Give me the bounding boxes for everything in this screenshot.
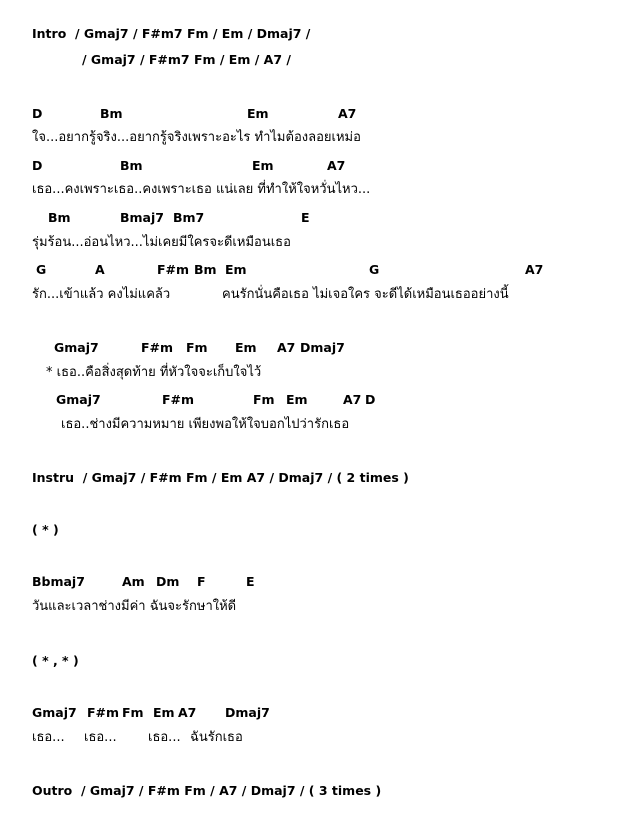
chord: Dmaj7 — [300, 340, 345, 355]
chord: Em — [235, 340, 257, 355]
lyric-line: รัก...เข้าแล้ว คงไม่แคล้ว — [32, 287, 171, 302]
chord: D — [32, 106, 43, 121]
chord: Bm — [120, 158, 143, 173]
chord: Bm — [100, 106, 123, 121]
chord: Gmaj7 — [32, 705, 77, 720]
lyric-line: ใจ...อยากรู้จริง...อยากรู้จริงเพราะอะไร ทำไมต้องลอยเหม่อ — [32, 130, 361, 145]
chord: Gmaj7 — [56, 392, 101, 407]
chord: F#m — [87, 705, 120, 720]
chord: Bm — [194, 262, 217, 277]
chord: D — [365, 392, 376, 407]
chord: A7 — [178, 705, 197, 720]
chord: A7 — [338, 106, 357, 121]
chord: Em — [225, 262, 247, 277]
repeat-marker: ( * ) — [32, 522, 59, 537]
chord: Fm — [253, 392, 275, 407]
chord: Em — [252, 158, 274, 173]
lyric-word: เธอ... — [84, 730, 117, 745]
chord: Dmaj7 — [225, 705, 270, 720]
repeat-marker: ( * , * ) — [32, 653, 79, 668]
lyric-line: * เธอ..คือสิ่งสุดท้าย ที่หัวใจจะเก็บใจไว้ — [46, 365, 262, 380]
lyric-line: วันและเวลาช่างมีค่า ฉันจะรักษาให้ดี — [32, 599, 237, 614]
chord: A7 — [277, 340, 296, 355]
lyric-line: คนรักนั่นคือเธอ ไม่เจอใคร จะดีได้เหมือนเธออย่างนี้ — [222, 287, 509, 302]
chord: Em — [153, 705, 175, 720]
chord: A7 — [327, 158, 346, 173]
chord: G — [36, 262, 47, 277]
chord: Am — [122, 574, 145, 589]
lyric-line: เธอ..ช่างมีความหมาย เพียงพอให้ใจบอกไปว่ารักเธอ — [61, 417, 350, 432]
outro-line: Outro / Gmaj7 / F#m Fm / A7 / Dmaj7 / ( 3 times ) — [32, 783, 382, 798]
chord: Bm — [48, 210, 71, 225]
chord: Em — [286, 392, 308, 407]
lyric-word: ฉันรักเธอ — [190, 730, 243, 745]
chord: Bbmaj7 — [32, 574, 85, 589]
chord: Bm7 — [173, 210, 205, 225]
chord: Fm — [122, 705, 144, 720]
intro-line-2: / Gmaj7 / F#m7 Fm / Em / A7 / — [82, 52, 291, 67]
chord: F#m — [162, 392, 195, 407]
chord: F#m — [141, 340, 174, 355]
instru-line: Instru / Gmaj7 / F#m Fm / Em A7 / Dmaj7 / ( 2 times ) — [32, 470, 409, 485]
chord: E — [246, 574, 255, 589]
chord: G — [369, 262, 380, 277]
chord: A7 — [343, 392, 362, 407]
lyric-line: รุ่มร้อน...อ่อนไหว...ไม่เคยมีใครจะดีเหมือนเธอ — [32, 235, 291, 250]
intro-line-1: Intro / Gmaj7 / F#m7 Fm / Em / Dmaj7 / — [32, 26, 311, 41]
chord: F#m — [157, 262, 190, 277]
chord: A — [95, 262, 105, 277]
chord: F — [197, 574, 206, 589]
chord: Fm — [186, 340, 208, 355]
chord: Gmaj7 — [54, 340, 99, 355]
chord: Bmaj7 — [120, 210, 164, 225]
chord: E — [301, 210, 310, 225]
chord: A7 — [525, 262, 544, 277]
chord: Em — [247, 106, 269, 121]
lyric-word: เธอ... — [32, 730, 65, 745]
lyric-word: เธอ... — [148, 730, 181, 745]
chord: D — [32, 158, 43, 173]
chord: Dm — [156, 574, 180, 589]
lyric-line: เธอ...คงเพราะเธอ..คงเพราะเธอ แน่เลย ที่ทำให้ใจหวั่นไหว... — [32, 182, 371, 197]
